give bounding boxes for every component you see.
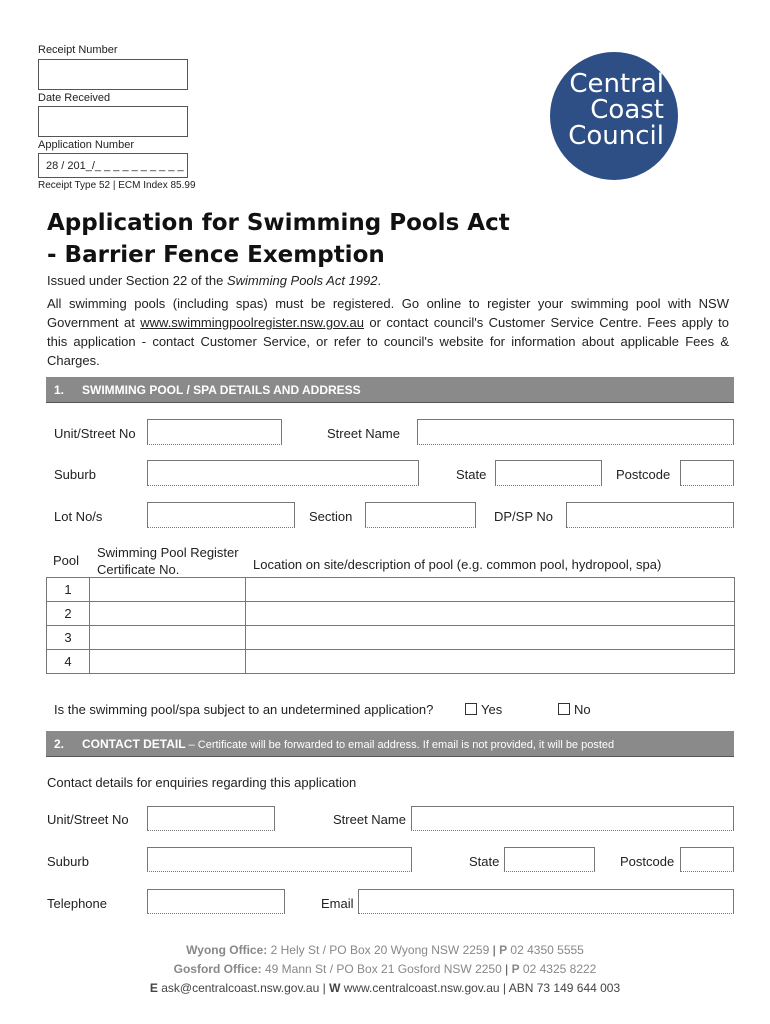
- footer-gosford: Gosford Office: 49 Mann St / PO Box 21 Gosford NSW 2250 | P 02 4325 8222: [173, 962, 597, 976]
- contact-unit-street-label: Unit/Street No: [47, 812, 129, 827]
- table-row: [47, 650, 735, 674]
- contact-intro: Contact details for enquiries regarding this application: [47, 775, 357, 790]
- email-label: Email: [321, 896, 354, 911]
- telephone-field[interactable]: [147, 889, 285, 914]
- postcode-field[interactable]: [680, 460, 734, 486]
- application-number-value: 28 / 201_/_ _ _ _ _ _ _ _ _ _: [46, 160, 184, 172]
- street-name-label: Street Name: [327, 426, 400, 441]
- telephone-label: Telephone: [47, 896, 107, 911]
- no-option[interactable]: No: [558, 702, 591, 717]
- certificate-cell[interactable]: [90, 578, 246, 602]
- yes-checkbox[interactable]: [465, 703, 477, 715]
- suburb-label: Suburb: [54, 467, 96, 482]
- no-checkbox[interactable]: [558, 703, 570, 715]
- certificate-column-header-line-2: Certificate No.: [97, 562, 180, 577]
- page-title-line-1: Application for Swimming Pools Act: [47, 210, 510, 236]
- central-coast-council-logo: [550, 52, 678, 180]
- pool-column-header: Pool: [53, 553, 80, 568]
- application-number-field[interactable]: [38, 153, 188, 178]
- location-cell[interactable]: [246, 650, 735, 674]
- certificate-cell[interactable]: [90, 626, 246, 650]
- state-label: State: [456, 467, 487, 482]
- contact-street-name-field[interactable]: [411, 806, 734, 831]
- state-field[interactable]: [495, 460, 602, 486]
- location-column-header: Location on site/description of pool (e.g. common pool, hydropool, spa): [253, 557, 662, 572]
- date-received-field[interactable]: [38, 106, 188, 137]
- email-field[interactable]: [358, 889, 734, 914]
- suburb-field[interactable]: [147, 460, 419, 486]
- lot-label: Lot No/s: [54, 509, 103, 524]
- contact-suburb-label: Suburb: [47, 854, 89, 869]
- pool-number: 4: [47, 650, 90, 674]
- intro-paragraph: All swimming pools (including spas) must be registered. Go online to register your swimming pool with NSW Government at www.swimmingpoolregister.nsw.gov.au or contact council's Customer Service Centre. Fees apply to this application - contact Customer Service, or refer to council's website for information about applicable Fees & Charges.: [47, 296, 729, 368]
- date-received-label: Date Received: [38, 92, 111, 104]
- location-cell[interactable]: [246, 602, 735, 626]
- contact-unit-street-field[interactable]: [147, 806, 275, 831]
- logo-line-1: Central: [569, 69, 664, 99]
- section-1-header: 1. SWIMMING POOL / SPA DETAILS AND ADDRESS: [46, 377, 734, 403]
- contact-postcode-field[interactable]: [680, 847, 734, 872]
- pool-number: 1: [47, 578, 90, 602]
- dp-sp-field[interactable]: [566, 502, 734, 528]
- lot-field[interactable]: [147, 502, 295, 528]
- footer-email-link[interactable]: ask@centralcoast.nsw.gov.au: [157, 981, 323, 995]
- section-2-header: 2. CONTACT DETAIL – Certificate will be forwarded to email address. If email is not provided, it will be posted: [46, 731, 734, 757]
- receipt-number-label: Receipt Number: [38, 44, 118, 56]
- location-cell[interactable]: [246, 578, 735, 602]
- table-row: [47, 578, 735, 602]
- logo-line-2: Coast: [590, 95, 664, 125]
- register-link[interactable]: www.swimmingpoolregister.nsw.gov.au: [140, 315, 364, 330]
- location-cell[interactable]: [246, 626, 735, 650]
- unit-street-field[interactable]: [147, 419, 282, 445]
- table-row: [47, 626, 735, 650]
- issued-under-text: Issued under Section 22 of the Swimming Pools Act 1992.: [47, 273, 382, 288]
- application-number-label: Application Number: [38, 139, 134, 151]
- pools-table: [46, 577, 735, 674]
- certificate-column-header-line-1: Swimming Pool Register: [97, 545, 239, 560]
- street-name-field[interactable]: [417, 419, 734, 445]
- section-label: Section: [309, 509, 353, 524]
- dp-sp-label: DP/SP No: [494, 509, 554, 524]
- contact-street-name-label: Street Name: [333, 812, 406, 827]
- certificate-cell[interactable]: [90, 602, 246, 626]
- postcode-label: Postcode: [616, 467, 671, 482]
- yes-option[interactable]: Yes: [465, 702, 502, 717]
- table-row: [47, 602, 735, 626]
- contact-state-label: State: [469, 854, 500, 869]
- footer-wyong: Wyong Office: 2 Hely St / PO Box 20 Wyong NSW 2259 | P 02 4350 5555: [186, 943, 584, 957]
- logo-line-3: Council: [568, 121, 664, 151]
- unit-street-label: Unit/Street No: [54, 426, 136, 441]
- pool-number: 3: [47, 626, 90, 650]
- contact-suburb-field[interactable]: [147, 847, 412, 872]
- undetermined-question: Is the swimming pool/spa subject to an undetermined application?: [54, 702, 434, 717]
- contact-postcode-label: Postcode: [620, 854, 675, 869]
- page-title-line-2: - Barrier Fence Exemption: [47, 242, 385, 268]
- receipt-type-text: Receipt Type 52 | ECM Index 85.99: [38, 180, 196, 191]
- footer-web-link[interactable]: www.centralcoast.nsw.gov.au: [340, 981, 503, 995]
- contact-state-field[interactable]: [504, 847, 595, 872]
- section-field[interactable]: [365, 502, 476, 528]
- footer-contact: E ask@centralcoast.nsw.gov.au | W www.centralcoast.nsw.gov.au | ABN 73 149 644 003: [149, 981, 621, 995]
- receipt-number-field[interactable]: [38, 59, 188, 90]
- pool-number: 2: [47, 602, 90, 626]
- certificate-cell[interactable]: [90, 650, 246, 674]
